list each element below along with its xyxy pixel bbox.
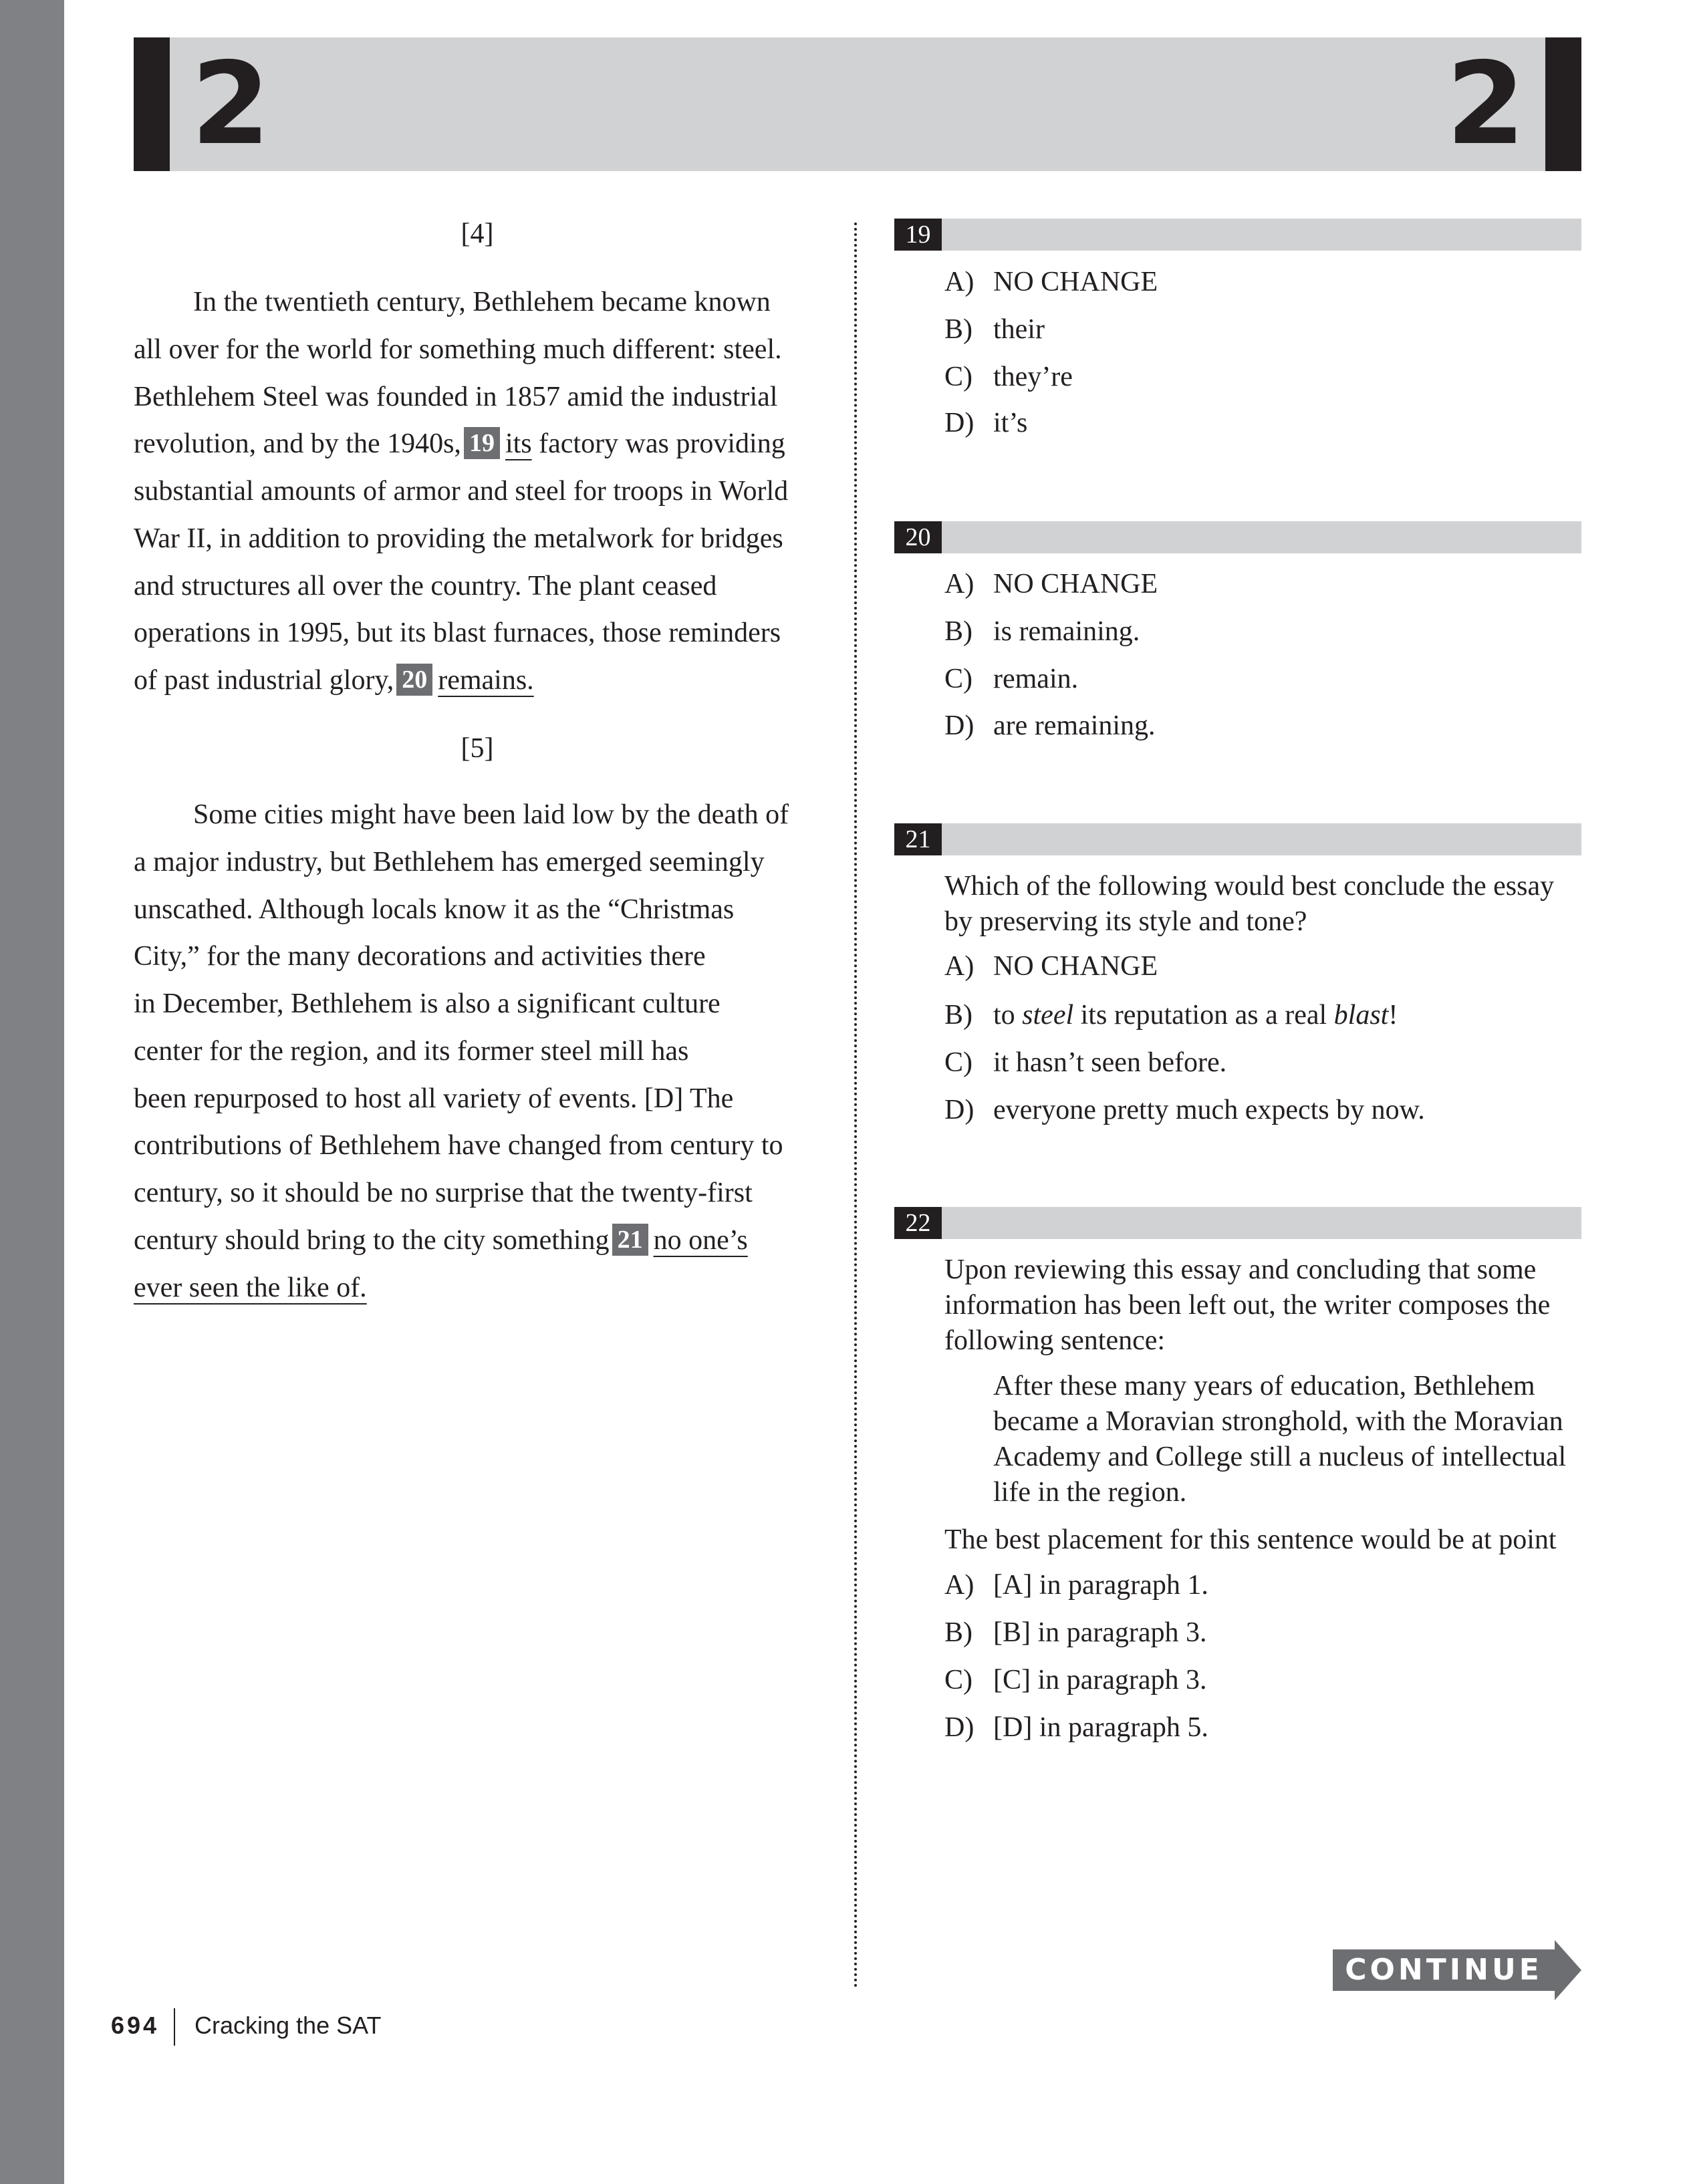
section-number-left: 2 [191, 38, 271, 170]
q21-option-c[interactable] [944, 1039, 1226, 1086]
text: factory was providing [531, 428, 785, 460]
option-letter: C) [944, 1047, 973, 1078]
option-text: their [993, 314, 1045, 345]
option-text: [A] in paragraph 1. [993, 1570, 1208, 1601]
option-text: is remaining. [993, 616, 1140, 647]
paragraph-5 [134, 791, 789, 1311]
underlined-text-19: its [505, 428, 532, 460]
q20-option-c[interactable] [944, 656, 1078, 702]
question-ref-20[interactable]: 20 [396, 664, 432, 696]
option-text: ! [1388, 1000, 1398, 1031]
passage-line: all over for the world for something much different: steel. [134, 333, 782, 365]
passage-line: in December, Bethlehem is also a significant culture [134, 988, 721, 1019]
q20-option-b[interactable] [944, 608, 1140, 655]
option-letter: C) [944, 1665, 973, 1695]
option-text-italic: blast [1333, 1000, 1389, 1031]
question-number: 21 [894, 823, 942, 855]
paragraph-marker-5: [5] [461, 733, 494, 764]
footer-divider [174, 2008, 175, 2046]
option-letter: B) [944, 1617, 973, 1648]
option-text: NO CHANGE [993, 951, 1158, 982]
option-letter: C) [944, 664, 973, 694]
q20-option-a[interactable] [944, 561, 1158, 607]
text: revolution, and by the 1940s, [134, 428, 461, 460]
passage-line [134, 1217, 789, 1264]
q21-option-d[interactable] [944, 1087, 1425, 1133]
book-title: Cracking the SAT [195, 2012, 382, 2039]
option-text: are remaining. [993, 710, 1156, 741]
page-edge-tab [0, 0, 64, 2184]
q22-option-b[interactable] [944, 1609, 1207, 1656]
question-ref-19[interactable]: 19 [464, 427, 500, 459]
option-letter: D) [944, 1095, 975, 1125]
passage-line [134, 1264, 789, 1312]
option-letter: D) [944, 1712, 975, 1743]
q21-option-b[interactable] [944, 992, 1398, 1039]
q20-option-d[interactable] [944, 702, 1156, 749]
q22-option-d[interactable] [944, 1704, 1208, 1751]
option-letter: B) [944, 314, 973, 345]
option-text: it’s [993, 408, 1028, 438]
continue-label: CONTINUE [1345, 1953, 1543, 1987]
text: century should bring to the city something [134, 1224, 610, 1256]
option-text: NO CHANGE [993, 267, 1158, 297]
passage-line: a major industry, but Bethlehem has emerged seemingly [134, 846, 765, 877]
option-text: its reputation as a real [1073, 1000, 1334, 1031]
text: of past industrial glory, [134, 665, 394, 696]
option-letter: A) [944, 267, 975, 297]
option-text: [B] in paragraph 3. [993, 1617, 1207, 1648]
q22-quoted-sentence: After these many years of education, Bethlehem became a Moravian stronghold, with the Moravian Academy and College still a nucleus of intellectual life in the region. [993, 1371, 1567, 1508]
option-letter: A) [944, 951, 975, 982]
passage-line: been repurposed to host all variety of events. [D] The [134, 1083, 734, 1114]
q19-option-d[interactable] [944, 400, 1027, 446]
section-number-right: 2 [1446, 38, 1525, 170]
passage-line: Bethlehem Steel was founded in 1857 amid the industrial [134, 381, 778, 412]
passage-line: City,” for the many decorations and activities there [134, 941, 706, 972]
underlined-text-21: no one’s [653, 1224, 748, 1256]
question-19-header [894, 219, 1581, 251]
q21-option-a[interactable] [944, 943, 1158, 990]
page-number: 694 [111, 2012, 160, 2039]
paragraph-marker-4: [4] [461, 219, 494, 249]
column-divider [854, 223, 857, 1989]
section-header [134, 37, 1581, 171]
passage-line: operations in 1995, but its blast furnaces, those reminders [134, 618, 781, 649]
underlined-text-20: remains. [438, 665, 534, 696]
option-letter: B) [944, 616, 973, 647]
option-text-italic: steel [1022, 1000, 1074, 1031]
q22-option-c[interactable] [944, 1657, 1207, 1703]
passage-line: War II, in addition to providing the metalwork for bridges [134, 523, 783, 554]
q19-option-c[interactable] [944, 354, 1073, 400]
passage-line: unscathed. Although locals know it as the “Christmas [134, 894, 735, 925]
passage-line: center for the region, and its former steel mill has [134, 1035, 689, 1067]
option-text: to [993, 1000, 1023, 1031]
q22-followup: The best placement for this sentence would be at point [944, 1524, 1557, 1555]
option-letter: A) [944, 569, 975, 599]
passage-line: Some cities might have been laid low by the death of [193, 799, 789, 830]
question-number: 19 [894, 219, 942, 251]
passage-line [134, 420, 788, 468]
paragraph-4 [134, 279, 788, 704]
passage-line: century, so it should be no surprise that the twenty-first [134, 1178, 753, 1208]
option-text: they’re [993, 362, 1073, 392]
option-letter: D) [944, 710, 975, 741]
q19-option-a[interactable] [944, 259, 1158, 305]
header-left-bar [134, 37, 170, 171]
option-text: it hasn’t seen before. [993, 1047, 1227, 1078]
option-letter: B) [944, 1000, 973, 1031]
question-number: 20 [894, 521, 942, 553]
q21-prompt: Which of the following would best conclude the essay by preserving its style and tone? [944, 871, 1555, 937]
option-text: [D] in paragraph 5. [993, 1712, 1208, 1743]
question-number: 22 [894, 1207, 942, 1239]
question-ref-21[interactable]: 21 [612, 1224, 648, 1256]
header-right-bar [1545, 37, 1581, 171]
passage-line [134, 657, 788, 704]
option-letter: A) [944, 1570, 975, 1601]
question-20-header [894, 521, 1581, 553]
question-22-header [894, 1207, 1581, 1239]
passage-line: substantial amounts of armor and steel for troops in World [134, 476, 789, 507]
q22-option-a[interactable] [944, 1562, 1208, 1609]
passage-line: and structures all over the country. The plant ceased [134, 570, 717, 601]
q19-option-b[interactable] [944, 306, 1045, 353]
continue-arrow [1333, 1940, 1581, 2000]
option-text: remain. [993, 664, 1079, 694]
option-text: NO CHANGE [993, 569, 1158, 599]
passage-line: contributions of Bethlehem have changed from century to [134, 1130, 783, 1162]
underlined-text-21-cont: ever seen the like of. [134, 1272, 367, 1303]
option-letter: C) [944, 362, 973, 392]
passage-line: In the twentieth century, Bethlehem became known [193, 287, 771, 317]
option-text: everyone pretty much expects by now. [993, 1095, 1425, 1125]
option-text: [C] in paragraph 3. [993, 1665, 1207, 1695]
q22-prompt: Upon reviewing this essay and concluding that some information has been left out, the writer composes the following sentence: [944, 1254, 1551, 1356]
question-21-header [894, 823, 1581, 855]
option-letter: D) [944, 408, 975, 438]
